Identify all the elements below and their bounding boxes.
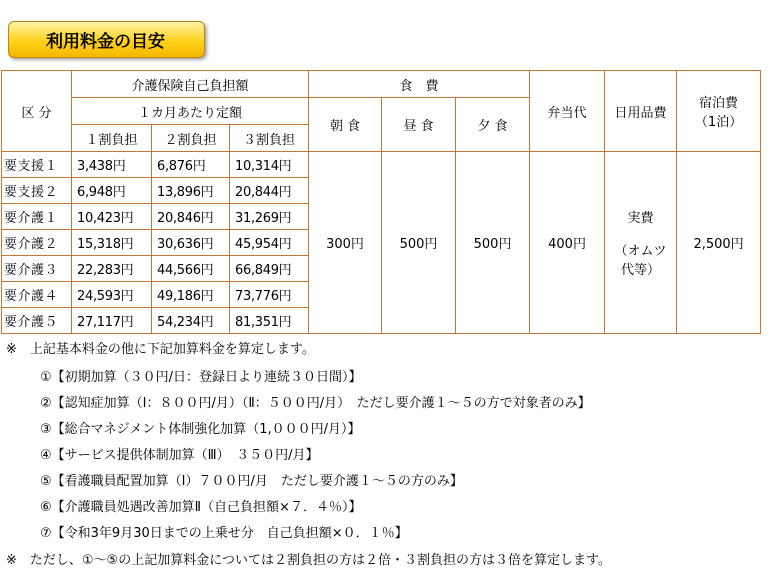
cell-rate3: 66,849円 xyxy=(230,256,309,282)
notes-item-2: ②【認知症加算（Ⅰ：８００円/月）（Ⅱ：５００円/月） ただし要介護１～５の方で対象者のみ】 xyxy=(40,396,591,411)
row-label: 要介護４ xyxy=(2,282,72,308)
header-rate2: ２割負担 xyxy=(152,125,230,152)
cell-rate1: 6,948円 xyxy=(72,178,152,204)
cell-rate2: 6,876円 xyxy=(152,152,230,178)
cell-rate1: 3,438円 xyxy=(72,152,152,178)
cell-rate2: 13,896円 xyxy=(152,178,230,204)
page-title-text: 利用料金の目安 xyxy=(46,32,165,52)
header-breakfast: 朝 食 xyxy=(309,98,382,152)
cell-rate1: 22,283円 xyxy=(72,256,152,282)
cell-rate2: 44,566円 xyxy=(152,256,230,282)
notes-item-1: ①【初期加算（３０円/日：登録日より連続３０日間）】 xyxy=(40,370,362,385)
header-lunch: 昼 食 xyxy=(382,98,456,152)
notes-footer: ※ ただし、①～⑤の上記加算料金については２割負担の方は２倍・３割負担の方は３倍を算定します。 xyxy=(6,553,611,568)
header-rate3: ３割負担 xyxy=(230,125,309,152)
cell-rate2: 49,186円 xyxy=(152,282,230,308)
fee-daily-line3: 代等） xyxy=(621,263,661,278)
notes-item-6: ⑥【介護職員処遇改善加算Ⅱ（自己負担額×７．４％）】 xyxy=(40,500,362,515)
header-daily-goods: 日用品費 xyxy=(605,71,677,152)
header-dinner: 夕 食 xyxy=(456,98,530,152)
header-stay-line1: 宿泊費 xyxy=(699,96,739,111)
fee-dinner: 500円 xyxy=(456,152,530,334)
fee-daily-line1: 実費 xyxy=(627,211,654,226)
row-label: 要介護１ xyxy=(2,204,72,230)
table-row xyxy=(2,152,761,178)
fee-stay: 2,500円 xyxy=(677,152,761,334)
header-category: 区 分 xyxy=(2,71,72,152)
header-monthly: １カ月あたり定額 xyxy=(72,98,309,125)
notes-item-4: ④【サービス提供体制加算（Ⅲ） ３５０円/月】 xyxy=(40,448,319,463)
row-label: 要支援２ xyxy=(2,178,72,204)
cell-rate1: 10,423円 xyxy=(72,204,152,230)
page-title xyxy=(8,21,205,58)
row-label: 要支援１ xyxy=(2,152,72,178)
cell-rate3: 81,351円 xyxy=(230,308,309,334)
cell-rate2: 20,846円 xyxy=(152,204,230,230)
fee-breakfast: 300円 xyxy=(309,152,382,334)
cell-rate2: 30,636円 xyxy=(152,230,230,256)
cell-rate3: 73,776円 xyxy=(230,282,309,308)
notes-item-7: ⑦【令和3年9月30日までの上乗せ分 自己負担額×０．１％】 xyxy=(40,526,408,541)
fee-lunch: 500円 xyxy=(382,152,456,334)
cell-rate1: 27,117円 xyxy=(72,308,152,334)
row-label: 要介護５ xyxy=(2,308,72,334)
notes-item-5: ⑤【看護職員配置加算（Ⅰ）７００円/月 ただし要介護１～５の方のみ】 xyxy=(40,474,463,489)
cell-rate2: 54,234円 xyxy=(152,308,230,334)
cell-rate1: 15,318円 xyxy=(72,230,152,256)
row-label: 要介護２ xyxy=(2,230,72,256)
row-label: 要介護３ xyxy=(2,256,72,282)
notes-item-3: ③【総合マネジメント体制強化加算（1,０００円/月）】 xyxy=(40,422,361,437)
fee-daily-line2: （オムツ xyxy=(614,244,667,259)
fee-daily-goods xyxy=(605,152,677,334)
fee-bento: 400円 xyxy=(530,152,605,334)
header-stay xyxy=(677,71,761,152)
cell-rate3: 31,269円 xyxy=(230,204,309,230)
cell-rate3: 45,954円 xyxy=(230,230,309,256)
fee-table xyxy=(1,70,761,334)
cell-rate3: 20,844円 xyxy=(230,178,309,204)
header-rate1: １割負担 xyxy=(72,125,152,152)
header-stay-line2: （1泊） xyxy=(694,115,743,130)
header-meals: 食 費 xyxy=(309,71,530,98)
cell-rate1: 24,593円 xyxy=(72,282,152,308)
cell-rate3: 10,314円 xyxy=(230,152,309,178)
notes-intro: ※ 上記基本料金の他に下記加算料金を算定します。 xyxy=(6,342,315,357)
header-insurance: 介護保険自己負担額 xyxy=(72,71,309,98)
header-bento: 弁当代 xyxy=(530,71,605,152)
